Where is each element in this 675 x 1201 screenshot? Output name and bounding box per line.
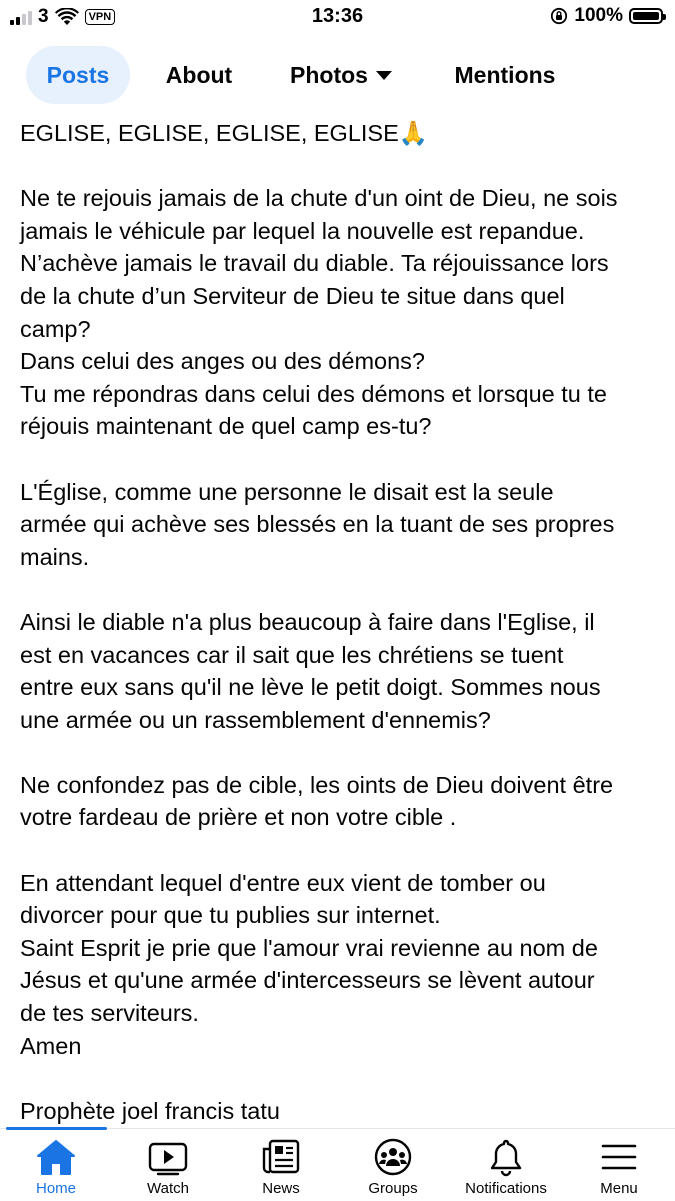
nav-groups-label: Groups — [368, 1180, 418, 1197]
post-paragraph: Ainsi le diable n'a plus beaucoup à faire dans l'Eglise, il est en vacances car il sait que les chrétiens se tuent entre eux sans qu'il ne lève le petit doigt. Sommes nous une armée ou un rassemblement d'ennemis? — [20, 608, 601, 733]
profile-tab-bar — [0, 34, 675, 114]
post-paragraph: EGLISE, EGLISE, EGLISE, EGLISE🙏 — [20, 120, 429, 146]
nav-notifications[interactable] — [450, 1129, 562, 1201]
bell-icon — [484, 1137, 528, 1177]
carrier-label: 3 — [38, 6, 49, 27]
post-text — [20, 117, 665, 1127]
nav-home[interactable] — [0, 1129, 112, 1201]
battery-percent: 100% — [574, 5, 623, 26]
tab-mentions[interactable]: Mentions — [454, 62, 556, 88]
vpn-badge: VPN — [85, 9, 116, 25]
menu-icon — [597, 1137, 641, 1177]
post-paragraph: Ne te rejouis jamais de la chute d'un oint de Dieu, ne sois jamais le véhicule par lequel la nouvelle est repandue. N’achève jamais le travail du diable. Ta réjouissance lors de la chute d’un Serviteur de Dieu te situe dans quel camp? Dans celui des anges ou des démons? Tu me répondras dans celui des démons et lorsque tu te réjouis maintenant de quel camp es-tu? — [20, 185, 618, 440]
status-right — [550, 5, 663, 27]
watch-icon — [146, 1137, 190, 1177]
post-signature: Prophète joel francis tatu — [20, 1097, 280, 1124]
bottom-nav — [0, 1128, 675, 1201]
home-icon — [34, 1137, 78, 1177]
nav-news-label: News — [262, 1180, 300, 1197]
nav-watch-label: Watch — [147, 1180, 189, 1197]
nav-notifications-label: Notifications — [465, 1180, 547, 1197]
caret-down-icon — [376, 71, 392, 80]
status-bar — [0, 0, 675, 34]
nav-watch[interactable] — [112, 1129, 224, 1201]
nav-menu[interactable] — [563, 1129, 675, 1201]
battery-icon — [629, 8, 663, 24]
groups-icon — [371, 1137, 415, 1177]
tab-about[interactable]: About — [165, 62, 233, 88]
post-paragraph: En attendant lequel d'entre eux vient de tomber ou divorcer pour que tu publies sur internet. Saint Esprit je prie que l'amour vrai revienne au nom de Jésus et qu'une armée d'intercesseurs se lèvent autour de tes serviteurs. Amen — [20, 869, 598, 1059]
post-paragraph: Ne confondez pas de cible, les oints de Dieu doivent être votre fardeau de prière et non votre cible . — [20, 771, 614, 831]
nav-home-label: Home — [35, 1180, 76, 1197]
orientation-lock-icon — [550, 7, 568, 25]
tab-photos-label: Photos — [290, 62, 368, 88]
tab-photos[interactable] — [270, 46, 412, 104]
status-time: 13:36 — [311, 5, 364, 27]
nav-groups[interactable] — [337, 1129, 449, 1201]
nav-menu-label: Menu — [600, 1180, 638, 1197]
tab-posts[interactable]: Posts — [26, 46, 130, 104]
news-icon — [259, 1137, 303, 1177]
post-paragraph: L'Église, comme une personne le disait est la seule armée qui achève ses blessés en la tuant de ses propres mains. — [20, 478, 615, 570]
nav-news[interactable] — [225, 1129, 337, 1201]
